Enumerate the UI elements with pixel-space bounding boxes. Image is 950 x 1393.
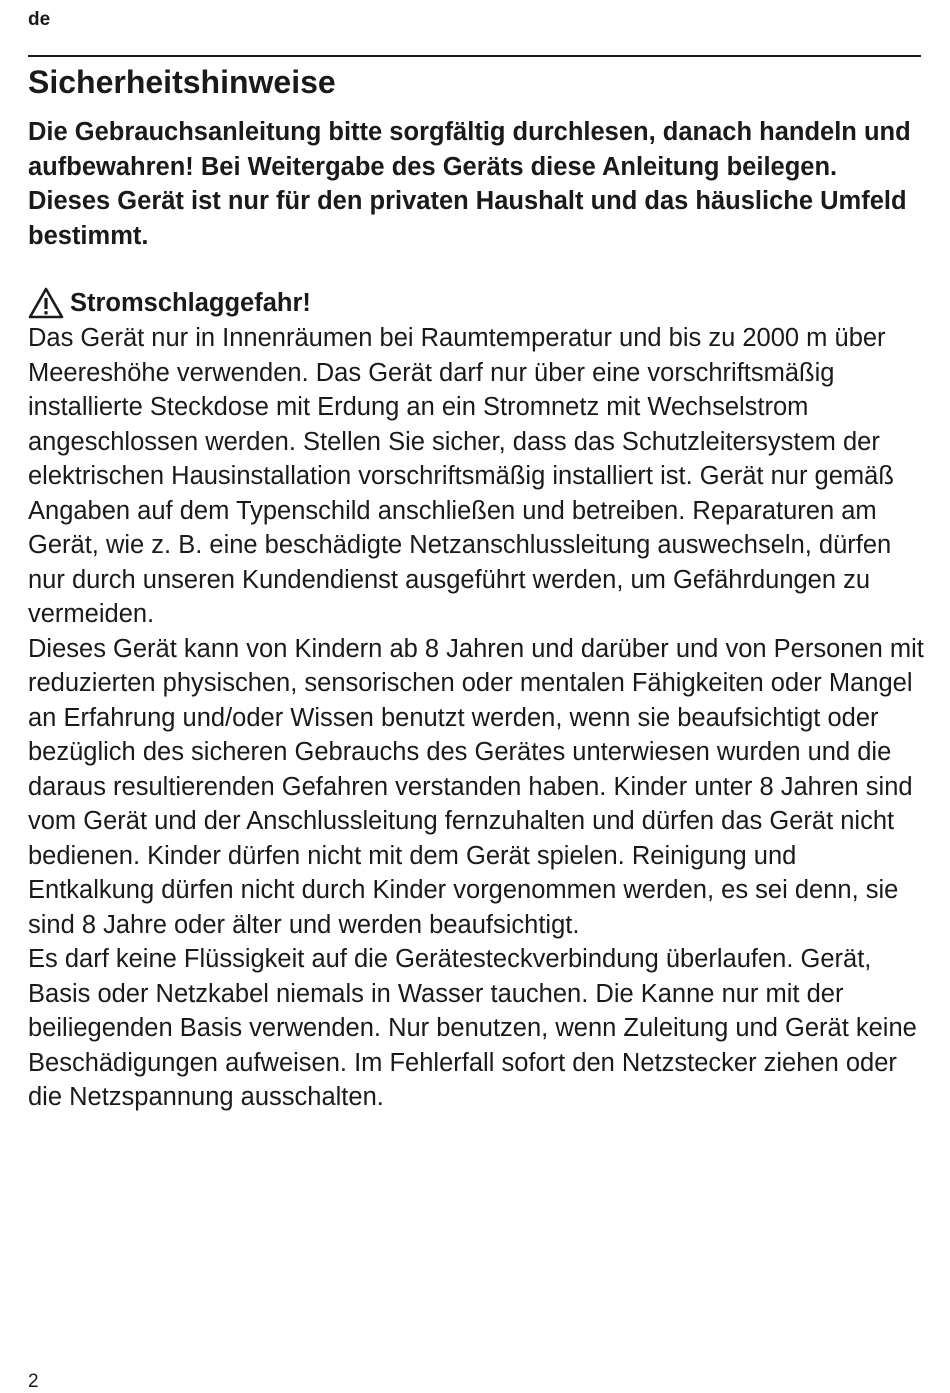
children-paragraph: Dieses Gerät kann von Kindern ab 8 Jahren und darüber und von Personen mit reduzierten physischen, sensorischen oder mentalen Fähigkeiten oder Mangel an Erfahrung und/oder Wissen benutzt werden, wenn sie beaufsichtigt oder bezüglich des sicheren Gebrauchs des Gerätes unterwiesen wurden und die daraus resultierenden Gefahren verstanden haben. Kinder unter 8 Jahren sind vom Gerät und der Anschlussleitung fernzuhalten und dürfen das Gerät nicht bedienen. Kinder dürfen nicht mit dem Gerät spielen. Reinigung und Entkalkung dürfen nicht durch Kinder vorgenommen werden, es sei denn, sie sind 8 Jahre oder älter und werden beaufsichtigt.	[28, 634, 924, 939]
page-number: 2	[28, 1371, 39, 1392]
language-tag: de	[28, 9, 51, 30]
liquid-paragraph: Es darf keine Flüssigkeit auf die Gerätesteckverbindung überlaufen. Gerät, Basis oder Netzkabel niemals in Wasser tauchen. Die Kanne nur mit der beiliegenden Basis verwenden. Nur benutzen, wenn Zuleitung und Gerät keine Beschädigungen aufweisen. Im Fehlerfall sofort den Netzstecker ziehen oder die Netzspannung ausschalten.	[28, 945, 917, 1111]
warning-heading-text: Stromschlaggefahr!	[70, 289, 311, 317]
warning-triangle-icon	[28, 287, 64, 319]
warning-body	[28, 321, 928, 1115]
intro-paragraph: Die Gebrauchsanleitung bitte sorgfältig durchlesen, danach handeln und aufbewahren! Bei Weitergabe des Geräts diese Anleitung beilegen. Dieses Gerät ist nur für den privaten Haushalt und das häusliche Umfeld bestimmt.	[28, 118, 911, 250]
page-title: Sicherheitshinweise	[28, 64, 336, 100]
warning-heading	[28, 286, 311, 321]
electric-shock-paragraph: Das Gerät nur in Innenräumen bei Raumtemperatur und bis zu 2000 m über Meereshöhe verwenden. Das Gerät darf nur über eine vorschriftsmäßig installierte Steckdose mit Erdung an ein Stromnetz mit Wechselstrom angeschlossen werden. Stellen Sie sicher, dass das Schutzleitersystem der elektrischen Hausinstallation vorschriftsmäßig installiert ist. Gerät nur gemäß Angaben auf dem Typenschild anschließen und betreiben. Reparaturen am Gerät, wie z. B. eine beschädigte Netzanschlussleitung auswechseln, dürfen nur durch unseren Kundendienst ausgeführt werden, um Gefährdungen zu vermeiden.	[28, 324, 894, 628]
header-divider	[28, 55, 921, 57]
